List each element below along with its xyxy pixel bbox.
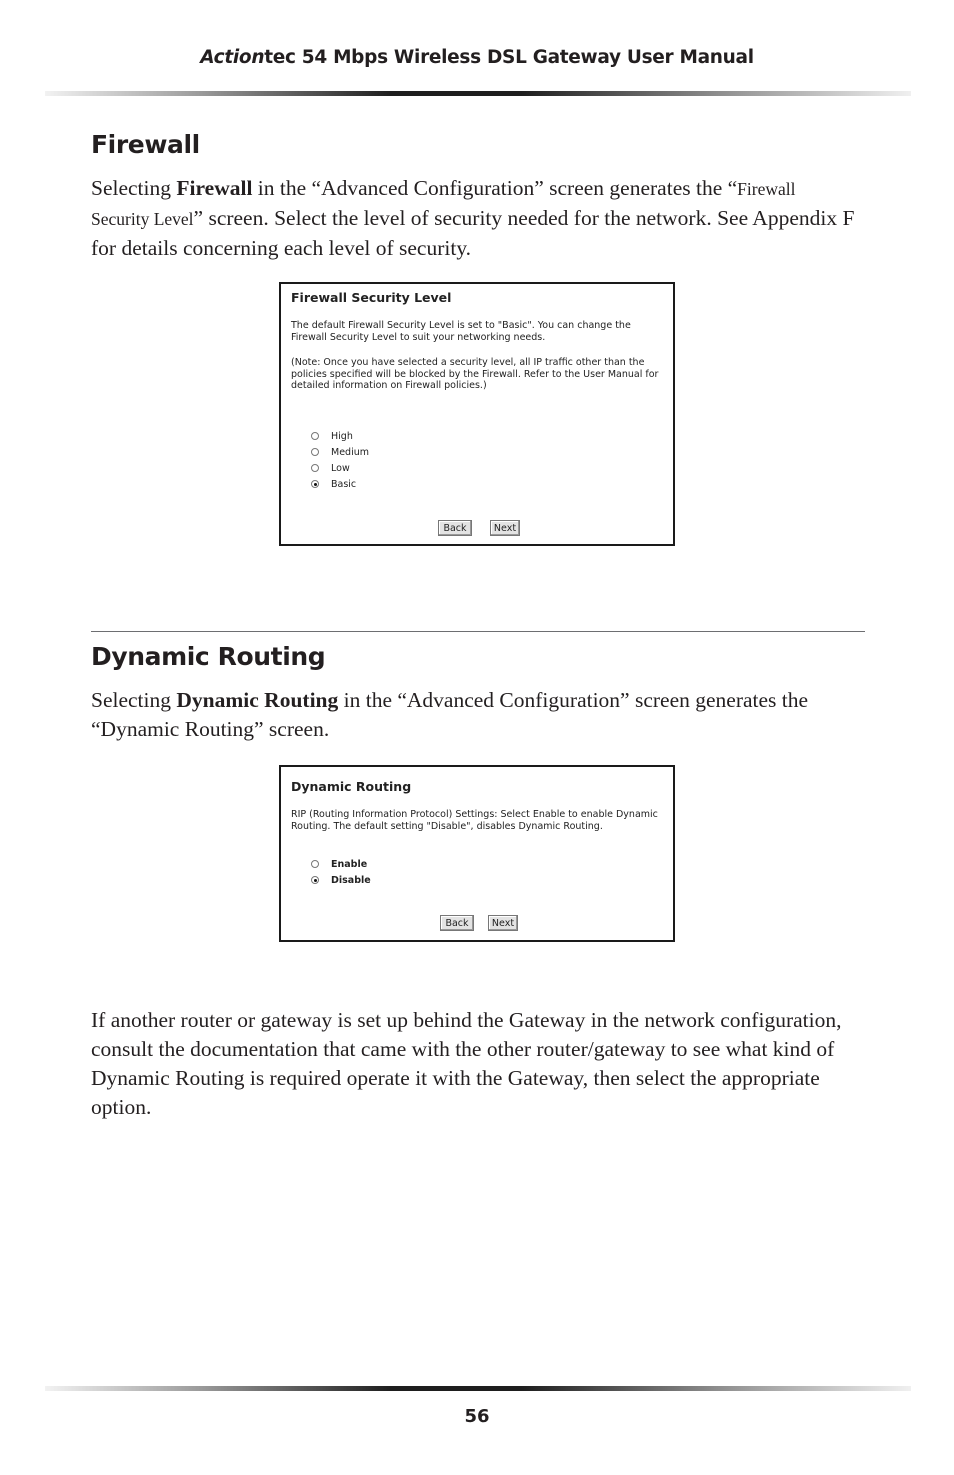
firewall-screen-text1: The default Firewall Security Level is set to "Basic". You can change the Firewall Security Level to suit your networking needs. (291, 320, 631, 343)
dynamic-p-pre: Selecting (91, 688, 177, 712)
dynamic-routing-heading: Dynamic Routing (91, 642, 326, 671)
firewall-p-small1: Firewall (737, 179, 796, 199)
radio-label: Disable (331, 874, 371, 886)
firewall-p-pre: Selecting (91, 176, 177, 200)
firewall-p-mid: in the “Advanced Configuration” screen generates the “ (252, 176, 738, 200)
firewall-p-post: ” screen. Select the level of security needed for the network. See Appendix F for details concerning each level of security. (91, 206, 855, 260)
dynamic-routing-screenshot (279, 765, 675, 942)
next-button[interactable]: Next (488, 915, 518, 931)
firewall-screen-text2: (Note: Once you have selected a security level, all IP traffic other than the policies specified will be blocked by the Firewall. Refer to the User Manual for detailed information on Firewall policies.) (291, 357, 659, 391)
radio-option-medium[interactable] (311, 445, 369, 459)
dynamic-routing-paragraph (91, 686, 871, 744)
radio-option-disable[interactable] (311, 873, 371, 887)
radio-button[interactable] (311, 464, 319, 472)
firewall-p-small2: Security Level (91, 209, 194, 229)
header-title-rest: tec 54 Mbps Wireless DSL Gateway User Manual (264, 47, 754, 68)
firewall-paragraph (91, 174, 871, 263)
radio-button[interactable] (311, 432, 319, 440)
back-button[interactable]: Back (440, 915, 474, 931)
radio-button-selected[interactable] (311, 876, 319, 884)
closing-paragraph: If another router or gateway is set up behind the Gateway in the network configuration, consult the documentation that came with the other router/gateway to see what kind of Dynamic Routing is required operate it with the Gateway, then select the appropriate option. (91, 1008, 842, 1119)
radio-option-low[interactable] (311, 461, 350, 475)
radio-label: High (331, 430, 353, 442)
firewall-heading: Firewall (91, 130, 200, 159)
firewall-p-bold: Firewall (176, 176, 253, 200)
next-button[interactable]: Next (490, 520, 520, 536)
footer-rule (45, 1386, 911, 1391)
firewall-screenshot (279, 282, 675, 546)
page-number: 56 (464, 1406, 490, 1427)
radio-button[interactable] (311, 860, 319, 868)
header-title-italic: Action (200, 47, 265, 68)
dynamic-screen-text: RIP (Routing Information Protocol) Settings: Select Enable to enable Dynamic Routing. The default setting "Disable", disables Dynamic Routing. (291, 809, 658, 832)
dynamic-screen-title: Dynamic Routing (291, 779, 412, 794)
radio-label: Medium (331, 446, 369, 458)
radio-label: Enable (331, 858, 368, 870)
running-header (0, 47, 954, 68)
radio-option-enable[interactable] (311, 857, 367, 871)
radio-option-basic[interactable] (311, 477, 356, 491)
dynamic-p-bold: Dynamic Routing (176, 688, 339, 712)
section-divider (91, 631, 865, 632)
radio-button[interactable] (311, 448, 319, 456)
radio-label: Basic (331, 478, 357, 490)
radio-option-high[interactable] (311, 429, 353, 443)
radio-label: Low (331, 462, 350, 474)
firewall-screen-title: Firewall Security Level (291, 290, 452, 305)
back-button[interactable]: Back (438, 520, 472, 536)
header-rule (45, 91, 911, 96)
radio-button-selected[interactable] (311, 480, 319, 488)
dynamic-p-post: in the “Advanced Configuration” screen generates the “Dynamic Routing” screen. (91, 688, 809, 741)
